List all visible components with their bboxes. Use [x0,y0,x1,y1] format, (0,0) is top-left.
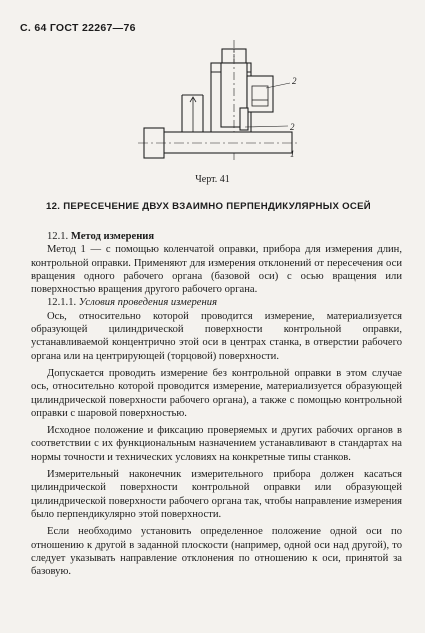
subsection-12-1-1 [31,296,402,309]
callout-label-top: 2 [292,76,297,86]
dial-indicator [247,76,273,112]
figure-caption: Черт. 41 [195,174,230,185]
subsection-number: 12.1.1. [47,297,77,309]
subsection-number: 12.1. [47,231,69,242]
subsection-12-1 [31,230,402,243]
technical-drawing [0,40,425,180]
control-mandrel [150,132,292,153]
callout-label-middle: 2 [290,122,295,132]
subsection-title: Метод измерения [70,231,155,242]
paragraph: Если необходимо установить определенное положение одной оси по отношению к другой в заданной плоскости (например, одной оси над другой), то следует указывать направление отклонения по отношению к оси, принятой за базовую. [31,526,402,578]
body-text [31,230,402,578]
section-heading: 12. ПЕРЕСЕЧЕНИЕ ДВУХ ВЗАИМНО ПЕРПЕНДИКУЛЯРНЫХ ОСЕЙ [46,201,372,212]
paragraph: Допускается проводить измерение без контрольной оправки в этом случае ось, относительно которой проводится измерение, материализуется образующей цилиндрической поверхности рабочего органа), а также с помощью контрольной оправки с шаровой поверхностью. [31,367,402,419]
callout-label-bottom: 1 [290,149,295,159]
paragraph: Исходное положение и фиксацию проверяемых и других рабочих органов в соответствии с их функциональным назначением устанавливают в стандартах на нормы точности и технических условиях на конкретные типы станков. [31,425,402,463]
subsection-title: Условия проведения измерения [78,297,217,309]
paragraph: Ось, относительно которой проводится измерение, материализуется образующей цилиндрической поверхности контрольной оправки, устанавливаемой концентрично этой оси в центрах станка, в отверстии рабочего органа или на центрирующей (торцовой) поверхности. [31,310,402,362]
running-head: С. 64 ГОСТ 22267—76 [20,22,136,34]
paragraph: Измерительный наконечник измерительного прибора должен касаться цилиндрической поверхности контрольной оправки или образующей цилиндрической поверхности рабочего органа так, чтобы направление измерения было перпендикулярно этой поверхности. [31,469,402,520]
paragraph-method: Метод 1 — с помощью коленчатой оправки, прибора для измерения длин, контрольной оправки. Применяют для измерения отклонений от пересечения оси вращения одного рабочего органа (базовой оси) с осью вращения или поверхностью вращения другого рабочего органа. [31,244,402,296]
